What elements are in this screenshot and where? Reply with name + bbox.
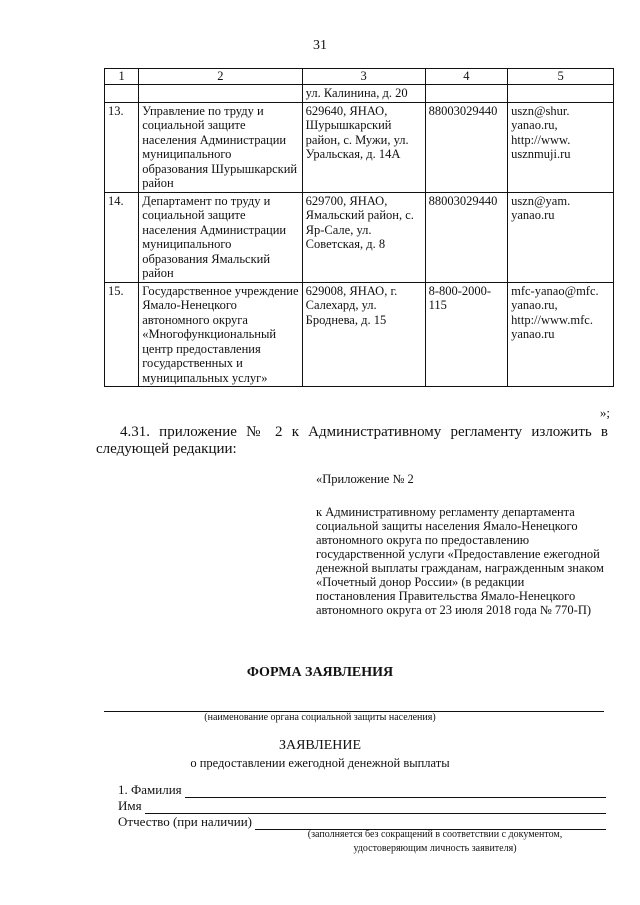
table-cell-web: mfc-yanao@mfc. yanao.ru, http://www.mfc. yanao.ru	[508, 282, 614, 387]
patronymic-label: Отчество (при наличии)	[118, 814, 253, 829]
table-cell-name: Департамент по труду и социальной защите населения Администрации муниципального образования Ямальский район	[139, 192, 302, 282]
fields-caption	[270, 828, 600, 856]
table-row-carryover	[105, 85, 614, 103]
statement-subtitle: о предоставлении ежегодной денежной выплаты	[190, 756, 450, 770]
table-cell	[105, 85, 139, 103]
table-cell	[508, 85, 614, 103]
table-row	[105, 102, 614, 192]
table-cell-name: Управление по труду и социальной защите населения Администрации муниципального образования Шурышкарский район	[139, 102, 302, 192]
surname-label: 1. Фамилия	[118, 782, 182, 797]
table-row	[105, 282, 614, 387]
appendix-body: к Административному регламенту департамента социальной защиты населения Ямало-Ненецкого автономного округа по предоставлению государственной услуги «Предоставление ежегодной денежной выплаты гражданам, награжденным знаком «Почетный донор России» (в редакции постановления Правительства Ямало-Ненецкого автономного округа от 23 июля 2018 года № 770-П)	[316, 505, 604, 617]
header-cell: 1	[105, 69, 139, 85]
name-label: Имя	[118, 798, 142, 813]
fields-caption-line1: (заполняется без сокращений в соответствии с документом,	[307, 829, 563, 840]
table-cell-address: 629700, ЯНАО, Ямальский район, с. Яр-Сале, ул. Советская, д. 8	[302, 192, 425, 282]
table-cell-num: 13.	[105, 102, 139, 192]
table-cell-num: 15.	[105, 282, 139, 387]
name-field	[118, 798, 606, 814]
appendix-block	[316, 472, 606, 617]
surname-line	[185, 785, 606, 798]
table-cell-address: 629008, ЯНАО, г. Салехард, ул. Броднева, д. 15	[302, 282, 425, 387]
statement-title: ЗАЯВЛЕНИЕ	[278, 738, 362, 753]
table-header-row	[105, 69, 614, 85]
appendix-title: «Приложение № 2	[316, 472, 414, 486]
table-cell-num: 14.	[105, 192, 139, 282]
header-cell: 5	[508, 69, 614, 85]
table-cell-phone: 8-800-2000-115	[425, 282, 508, 387]
table-cell-web: uszn@shur. yanao.ru, http://www. usznmuji.ru	[508, 102, 614, 192]
fields-caption-line2: удостоверяющим личность заявителя)	[353, 843, 517, 854]
table-cell-address: 629640, ЯНАО, Шурышкарский район, с. Мужи, ул. Уральская, д. 14А	[302, 102, 425, 192]
table-cell-phone: 88003029440	[425, 102, 508, 192]
table-cell-web: uszn@yam. yanao.ru	[508, 192, 614, 282]
table-row	[105, 192, 614, 282]
amendment-paragraph: 4.31. приложение № 2 к Административному регламенту изложить в следующей редакции:	[96, 424, 608, 457]
name-line	[145, 801, 606, 814]
table-cell	[139, 85, 302, 103]
quote-end: »;	[599, 405, 610, 420]
header-cell: 4	[425, 69, 508, 85]
surname-field	[118, 782, 606, 798]
table-cell-name: Государственное учреждение Ямало-Ненецкого автономного округа «Многофункциональный центр предоставления государственных и муниципальных услуг»	[139, 282, 302, 387]
page-number: 31	[313, 38, 327, 53]
header-cell: 3	[302, 69, 425, 85]
table-cell-phone: 88003029440	[425, 192, 508, 282]
organizations-table	[104, 68, 614, 387]
header-cell: 2	[139, 69, 302, 85]
organ-caption: (наименование органа социальной защиты населения)	[204, 712, 436, 723]
form-title: ФОРМА ЗАЯВЛЕНИЯ	[246, 665, 394, 680]
table-cell-address: ул. Калинина, д. 20	[302, 85, 425, 103]
table-cell	[425, 85, 508, 103]
